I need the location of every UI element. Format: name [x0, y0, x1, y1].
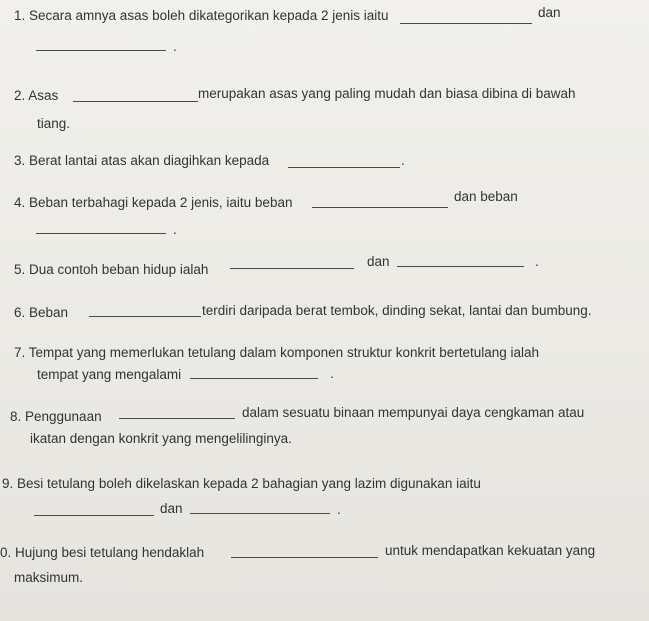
q3-blank[interactable] — [288, 167, 400, 168]
q1-conj: dan — [538, 5, 561, 20]
q2-cont: tiang. — [37, 116, 71, 131]
q5-blank-1[interactable] — [230, 268, 354, 269]
q9-conj: dan — [160, 501, 183, 516]
q5-conj: dan — [367, 254, 390, 269]
q2-text: merupakan asas yang paling mudah dan biasa dibina di bawah — [198, 86, 576, 101]
q2-lead: 2. Asas — [14, 88, 59, 103]
q1-end: . — [173, 39, 177, 54]
q5-end: . — [535, 254, 539, 269]
q4-conj: dan beban — [454, 189, 518, 204]
q1-blank-2[interactable] — [36, 50, 166, 51]
q8-text: dalam sesuatu binaan mempunyai daya cengkaman atau — [242, 405, 585, 420]
q9-blank-2[interactable] — [190, 513, 330, 514]
q10-cont: maksimum. — [14, 570, 84, 585]
q9-text: 9. Besi tetulang boleh dikelaskan kepada 2 bahagian yang lazim digunakan iaitu — [2, 476, 481, 491]
q4-blank-1[interactable] — [312, 207, 448, 208]
q6-blank[interactable] — [89, 316, 201, 317]
q4-blank-2[interactable] — [36, 233, 166, 234]
q8-cont: ikatan dengan konkrit yang mengelilinginya. — [30, 431, 292, 446]
q7-end: . — [330, 366, 334, 381]
q7-blank[interactable] — [190, 378, 318, 379]
q6-text: terdiri daripada berat tembok, dinding sekat, lantai dan bumbung. — [202, 303, 592, 318]
q5-text: 5. Dua contoh beban hidup ialah — [14, 262, 209, 277]
q7-text: 7. Tempat yang memerlukan tetulang dalam komponen struktur konkrit bertetulang ialah — [14, 345, 540, 360]
q10-text: untuk mendapatkan kekuatan yang — [385, 543, 596, 558]
q1-text: 1. Secara amnya asas boleh dikategorikan kepada 2 jenis iaitu — [14, 8, 389, 23]
q1-blank-1[interactable] — [400, 23, 532, 24]
q8-lead: 8. Penggunaan — [10, 409, 102, 424]
q9-blank-1[interactable] — [34, 515, 154, 516]
q9-end: . — [337, 502, 341, 517]
q4-text: 4. Beban terbahagi kepada 2 jenis, iaitu beban — [14, 195, 293, 210]
q5-blank-2[interactable] — [397, 266, 524, 267]
q3-text: 3. Berat lantai atas akan diagihkan kepada — [14, 153, 270, 168]
q8-blank[interactable] — [119, 418, 235, 419]
q7-cont: tempat yang mengalami — [37, 367, 182, 382]
q10-lead: 0. Hujung besi tetulang hendaklah — [0, 545, 205, 560]
q10-blank[interactable] — [231, 557, 378, 558]
q6-lead: 6. Beban — [14, 305, 69, 320]
q3-end: . — [401, 153, 405, 168]
q2-blank[interactable] — [73, 101, 198, 102]
q4-end: . — [173, 222, 177, 237]
